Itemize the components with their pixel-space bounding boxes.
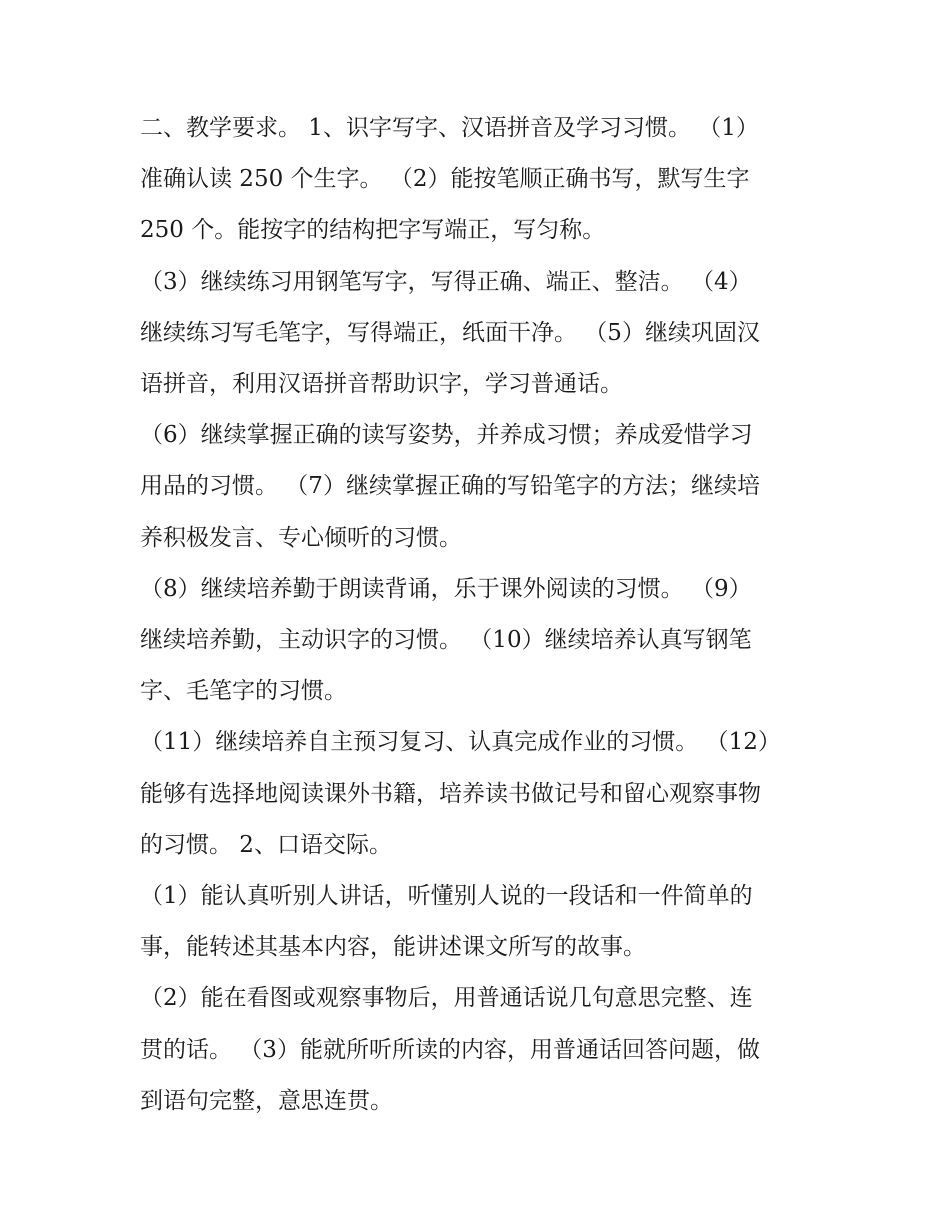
paragraph-pen-writing: （3）继续练习用钢笔写字，写得正确、端正、整洁。 （4） 继续练习写毛笔字，写得端正，纸面干净。 （5）继续巩固汉 语拼音，利用汉语拼音帮助识字，学习普通话。 [140,268,760,398]
paragraph-posture-habits: （6）继续掌握正确的读写姿势，并养成习惯；养成爱惜学习 用品的习惯。 （7）继续掌握正确的写铅笔字的方法；继续培 养积极发言、专心倾听的习惯。 [140,422,760,551]
paragraph-reading-habits: （8）继续培养勤于朗读背诵，乐于课外阅读的习惯。 （9） 继续培养勤，主动识字的习惯。 （10）继续培养认真写钢笔 字、毛笔字的习惯。 [140,575,752,705]
document-body [140,103,820,1127]
paragraph-speaking: （2）能在看图或观察事物后，用普通话说几句意思完整、连 贯的话。 （3）能就所听所读的内容，用普通话回答问题，做 到语句完整，意思连贯。 [140,985,760,1114]
paragraph-listening: （1）能认真听别人讲话，听懂别人说的一段话和一件简单的 事，能转述其基本内容，能讲述课文所写的故事。 [140,883,753,961]
paragraph-self-study-habits: （11）继续培养自主预习复习、认真完成作业的习惯。 （12） 能够有选择地阅读课外书籍，培养读书做记号和留心观察事物 的习惯。 2、口语交际。 [140,729,781,858]
paragraph-teaching-requirements: 二、教学要求。 1、识字写字、汉语拼音及学习习惯。 （1） 准确认读 250 个生字。 （2）能按笔顺正确书写，默写生字 250 个。能按字的结构把字写端正，写匀称。 [140,115,759,244]
